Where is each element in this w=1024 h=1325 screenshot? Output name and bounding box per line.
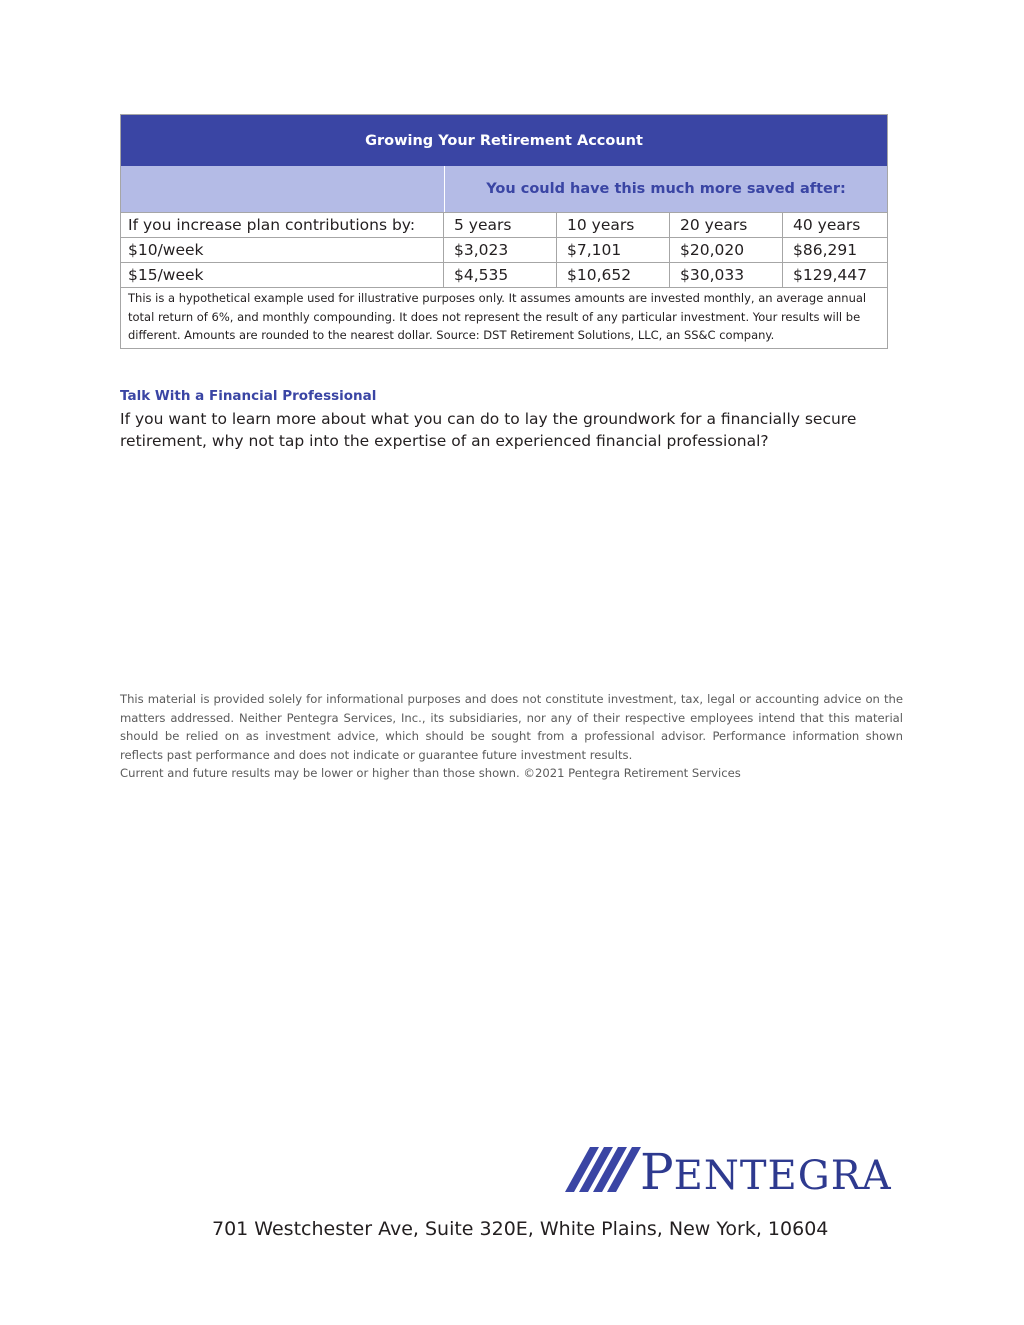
header-5-years: 5 years (444, 213, 557, 237)
disclaimer-last-line: Current and future results may be lower or higher than those shown. ©2021 Pentegra Retirement Services (120, 766, 741, 780)
row-value: $7,101 (557, 238, 670, 262)
retirement-table (120, 114, 888, 349)
company-address: 701 Westchester Ave, Suite 320E, White Plains, New York, 10604 (212, 1218, 829, 1240)
row-value: $3,023 (444, 238, 557, 262)
table-title: Growing Your Retirement Account (121, 115, 887, 166)
row-label: $10/week (121, 238, 444, 262)
table-footnote: This is a hypothetical example used for illustrative purposes only. It assumes amounts are invested monthly, an average annual total return of 6%, and monthly compounding. It does not represent the result of any particular investment. Your results will be different. Amounts are rounded to the nearest dollar. Source: DST Retirement Solutions, LLC, an SS&C company. (121, 287, 887, 348)
row-value: $30,033 (670, 263, 783, 287)
row-value: $20,020 (670, 238, 783, 262)
logo-rest: ENTEGRA (673, 1153, 892, 1199)
row-value: $129,447 (793, 266, 867, 284)
pentegra-logo (563, 1143, 908, 1201)
disclaimer (120, 690, 903, 783)
table-subhead: You could have this much more saved after: (486, 181, 846, 197)
disclaimer-main: This material is provided solely for informational purposes and does not constitute investment, tax, legal or accounting advice on the matters addressed. Neither Pentegra Services, Inc., its subsidiaries, nor any of their respective employees intend that this material should be relied on as investment advice, which should be sought from a professional advisor. Performance information shown reflects past performance and does not indicate or guarantee future investment results. (120, 692, 903, 762)
header-40-years: 40 years (793, 216, 861, 234)
header-label: If you increase plan contributions by: (121, 213, 444, 237)
logo-wordmark (640, 1143, 892, 1201)
table-row (121, 237, 887, 262)
section-body: If you want to learn more about what you can do to lay the groundwork for a financially secure retirement, why not tap into the expertise of an experienced financial professional? (120, 410, 857, 450)
table-header-row (121, 212, 887, 237)
row-value: $4,535 (444, 263, 557, 287)
row-label: $15/week (121, 263, 444, 287)
row-value: $86,291 (793, 241, 858, 259)
section-heading: Talk With a Financial Professional (120, 388, 377, 404)
slanted-stripes-icon (563, 1145, 641, 1193)
header-10-years: 10 years (557, 213, 670, 237)
table-subhead-row (121, 166, 887, 212)
row-value: $10,652 (557, 263, 670, 287)
subhead-empty-cell (121, 166, 445, 212)
logo-initial: P (640, 1143, 674, 1201)
table-row (121, 262, 887, 287)
header-20-years: 20 years (670, 213, 783, 237)
